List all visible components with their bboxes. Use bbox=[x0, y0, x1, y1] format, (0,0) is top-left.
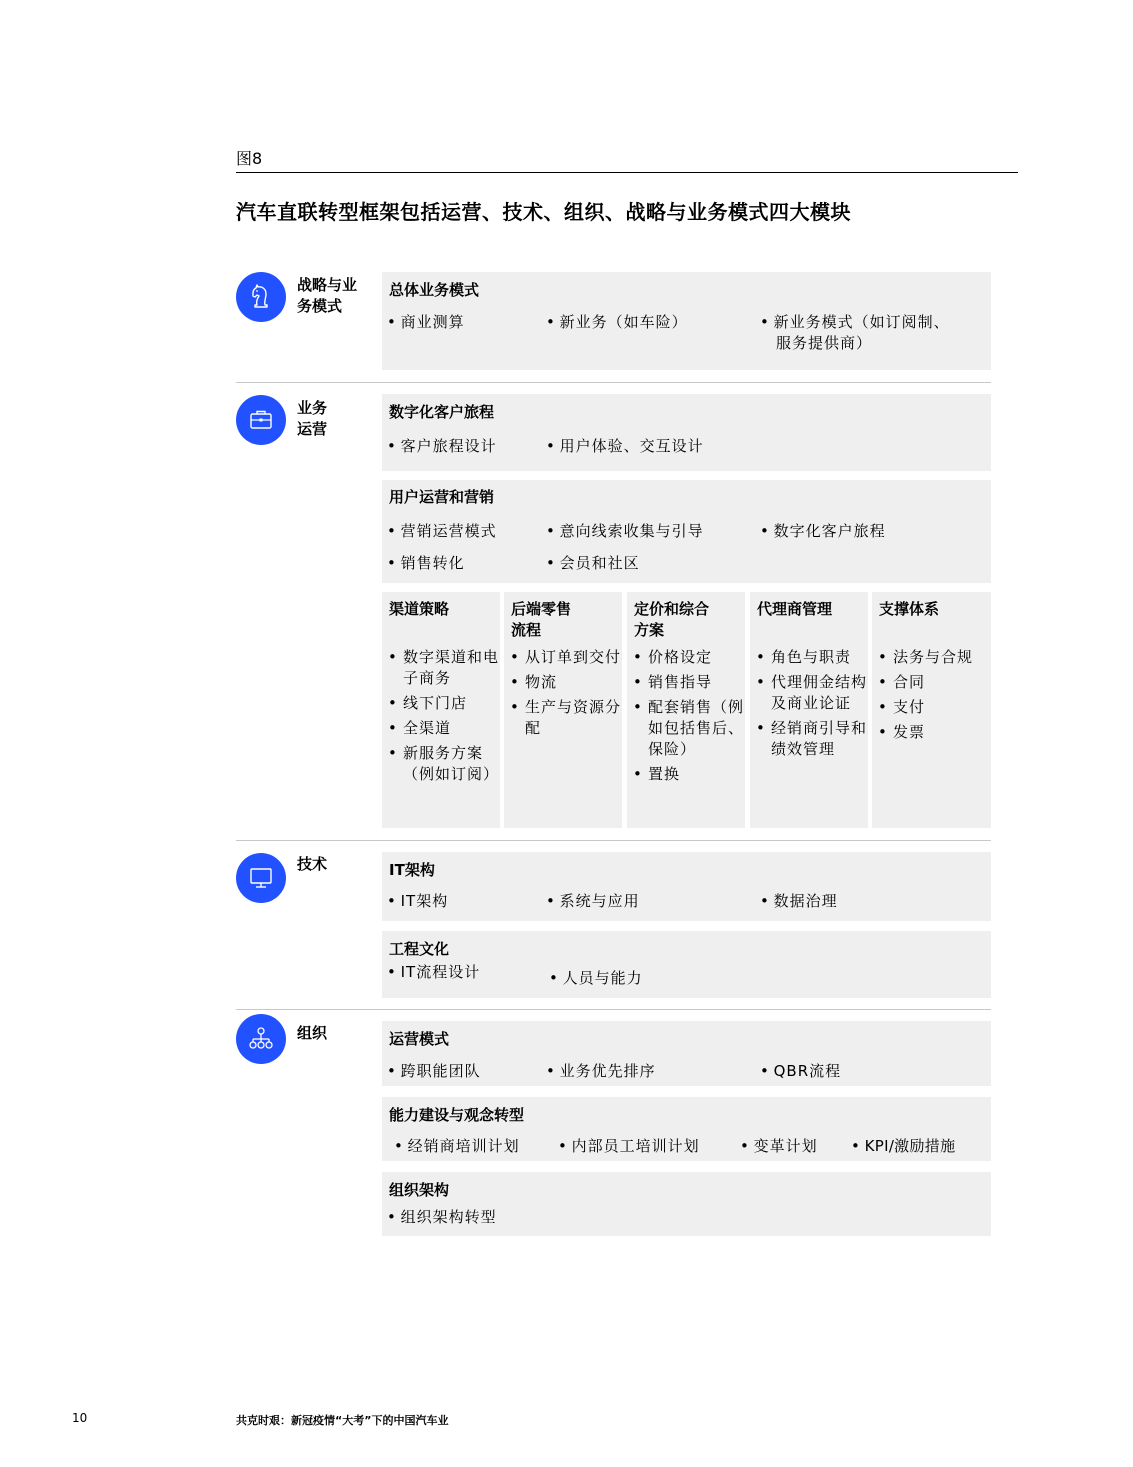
list-item: • 销售指导 bbox=[632, 672, 745, 693]
column-title: 代理商管理 bbox=[757, 600, 833, 618]
list-item: • 跨职能团队 bbox=[387, 1061, 481, 1082]
list-item: • 经销商引导和绩效管理 bbox=[755, 718, 868, 760]
box-title: 数字化客户旅程 bbox=[389, 403, 495, 421]
list-item: • IT架构 bbox=[387, 891, 448, 912]
list-item: • 角色与职责 bbox=[755, 647, 868, 668]
list-item: • 商业测算 bbox=[387, 312, 465, 333]
section-label-organization: 组织 bbox=[297, 1024, 328, 1042]
box-digital-customer-journey bbox=[382, 394, 991, 471]
list-item: • 用户体验、交互设计 bbox=[546, 436, 704, 457]
column-title: 支撑体系 bbox=[879, 600, 940, 618]
section-label-technology: 技术 bbox=[297, 855, 328, 873]
column-title: 渠道策略 bbox=[389, 600, 450, 618]
box-title: IT架构 bbox=[389, 861, 435, 879]
list-item: • 置换 bbox=[632, 764, 745, 785]
list-item: • 变革计划 bbox=[740, 1136, 818, 1157]
list-item: • IT流程设计 bbox=[387, 962, 480, 983]
list-item: • 内部员工培训计划 bbox=[558, 1136, 700, 1157]
list-item: • 价格设定 bbox=[632, 647, 745, 668]
list-item: • 发票 bbox=[877, 722, 973, 743]
list-item: • 从订单到交付 bbox=[509, 647, 622, 668]
chess-knight-icon bbox=[236, 272, 286, 322]
list-item: • 支付 bbox=[877, 697, 973, 718]
box-title: 组织架构 bbox=[389, 1181, 450, 1199]
briefcase-icon bbox=[236, 395, 286, 445]
list-item: • 新业务（如车险） bbox=[546, 312, 688, 333]
list-item: • 人员与能力 bbox=[549, 968, 643, 989]
box-engineering-culture bbox=[382, 931, 991, 998]
section-separator bbox=[236, 1009, 991, 1010]
list-item: • 意向线索收集与引导 bbox=[546, 521, 704, 542]
column-backend-retail bbox=[504, 592, 622, 828]
footer-title: 共克时艰：新冠疫情“大考”下的中国汽车业 bbox=[236, 1414, 449, 1427]
box-capability-building bbox=[382, 1097, 991, 1161]
monitor-icon bbox=[236, 853, 286, 903]
list-item: • 物流 bbox=[509, 672, 622, 693]
box-title: 能力建设与观念转型 bbox=[389, 1106, 525, 1124]
list-item: • 经销商培训计划 bbox=[394, 1136, 520, 1157]
section-separator bbox=[236, 840, 991, 841]
list-item: • 会员和社区 bbox=[546, 553, 640, 574]
list-item: • 销售转化 bbox=[387, 553, 465, 574]
box-title: 工程文化 bbox=[389, 940, 450, 958]
column-title: 定价和综合 方案 bbox=[634, 600, 710, 639]
box-overall-business-model bbox=[382, 272, 991, 370]
box-title: 用户运营和营销 bbox=[389, 488, 495, 506]
section-label-strategy: 战略与业 务模式 bbox=[297, 276, 358, 315]
box-operating-model bbox=[382, 1021, 991, 1086]
box-it-architecture bbox=[382, 852, 991, 921]
list-item: • 业务优先排序 bbox=[546, 1061, 656, 1082]
list-item: • QBR流程 bbox=[760, 1061, 841, 1082]
top-rule bbox=[236, 172, 1018, 173]
column-title: 后端零售 流程 bbox=[511, 600, 572, 639]
column-dealer-management bbox=[750, 592, 868, 828]
list-item: • 系统与应用 bbox=[546, 891, 640, 912]
list-item: • 代理佣金结构及商业论证 bbox=[755, 672, 868, 714]
list-item: • 线下门店 bbox=[387, 693, 500, 714]
section-label-operations: 业务 运营 bbox=[297, 399, 328, 438]
org-chart-icon bbox=[236, 1014, 286, 1064]
list-item: • 法务与合规 bbox=[877, 647, 973, 668]
box-title: 运营模式 bbox=[389, 1030, 450, 1048]
list-item: • 新服务方案（例如订阅） bbox=[387, 743, 500, 785]
column-channel-strategy bbox=[382, 592, 500, 828]
box-user-operations-marketing bbox=[382, 480, 991, 583]
list-item: • 营销运营模式 bbox=[387, 521, 497, 542]
list-item: • 配套销售（例如包括售后、保险） bbox=[632, 697, 745, 760]
list-item: • 数据治理 bbox=[760, 891, 838, 912]
page-number: 10 bbox=[72, 1411, 88, 1425]
list-item: • 生产与资源分配 bbox=[509, 697, 622, 739]
section-separator bbox=[236, 382, 991, 383]
list-item: • 全渠道 bbox=[387, 718, 500, 739]
list-item: • 客户旅程设计 bbox=[387, 436, 497, 457]
column-support-system bbox=[872, 592, 991, 828]
list-item: • 合同 bbox=[877, 672, 973, 693]
list-item: • 组织架构转型 bbox=[387, 1207, 497, 1228]
list-item: • 新业务模式（如订阅制、 服务提供商） bbox=[760, 312, 950, 354]
figure-title: 汽车直联转型框架包括运营、技术、组织、战略与业务模式四大模块 bbox=[236, 200, 851, 224]
list-item: • 数字渠道和电子商务 bbox=[387, 647, 500, 689]
box-org-structure bbox=[382, 1172, 991, 1236]
figure-label: 图8 bbox=[236, 149, 263, 168]
list-item: • 数字化客户旅程 bbox=[760, 521, 886, 542]
column-pricing bbox=[627, 592, 745, 828]
box-title: 总体业务模式 bbox=[389, 281, 480, 299]
list-item: • KPI/激励措施 bbox=[851, 1136, 955, 1157]
